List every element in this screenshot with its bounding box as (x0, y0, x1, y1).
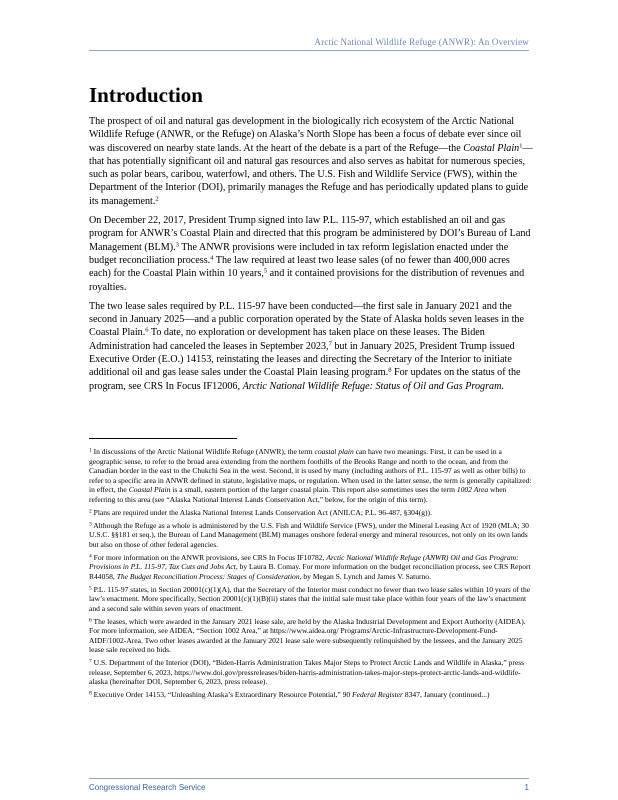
emphasis: Federal Register (352, 690, 403, 700)
emphasis: Arctic National Wildlife Refuge (ANWR) Oil and Gas Program: Provisions in P.L. 115-97, Tax Cuts and Jobs Act (89, 552, 519, 572)
text-run: Although the Refuge as a whole is administered by the U.S. Fish and Wildlife Service (FWS), under the Mineral Leasing Act of 1920 (MLA; 30 U.S.C. §§181 et seq.), the Bureau of Land Management (BLM) manages onshore federal energy and mineral resources, not only on its own lands but also on those of other federal agencies. (89, 520, 529, 549)
page-number: 1 (524, 783, 529, 792)
footnote-1 (89, 447, 534, 504)
footer-rule (89, 778, 529, 779)
footnote-4 (89, 553, 534, 582)
text-run: For more information on the ANWR provisions, see CRS In Focus IF10782, (91, 552, 327, 562)
text-run: U.S. Department of the Interior (DOI), “Biden-Harris Administration Takes Major Steps to Protect Arctic Lands and Wildlife in Alaska,” press release, September 6, 2023, https://www.doi.gov/pressreleases/biden-harris-administration-takes-major-steps-protect-arctic-lands-and-wildlife-alaska (hereinafter DOI, September 6, 2023, press release). (89, 658, 525, 687)
text-run: To date, no exploration or development has taken place on these leases. The Biden Administration had canceled the leases in September 2023, (89, 327, 485, 352)
footnote-number: 1 (89, 447, 92, 454)
emphasis-if12006-title: Arctic National Wildlife Refuge: Status of Oil and Gas Program (242, 380, 502, 392)
text-run: For updates on the status of the program, see CRS In Focus IF12006, (89, 367, 521, 392)
footnote-ref-4[interactable]: 4 (210, 254, 214, 262)
footnote-number: 3 (89, 521, 92, 528)
footnote-7 (89, 658, 534, 687)
text-run: —that has potentially significant oil and natural gas resources and also serves as habitat for numerous species, such as polar bears, caribou, waterfowl, and others. The U.S. Fish and Wildlife Service (FWS), within the Department of the Interior (DOI), primarily manages the Refuge and has periodically updated plans to guide its management. (89, 142, 533, 207)
text-run: but in January 2025, President Trump issued Executive Order (E.O.) 14153, reinstating the leases and directing the Secretary of the Interior to initiate additional oil and gas lease sales under the Coastal Plain leasing program. (89, 340, 515, 379)
text-run: and it contained provisions for the distribution of revenues and royalties. (89, 268, 525, 293)
paragraph-3 (89, 300, 534, 393)
header-rule (89, 50, 529, 51)
footnote-ref-1[interactable]: 1 (519, 142, 523, 150)
text-run: is a small, eastern portion of the larger coastal plain. This report also sometimes uses the term (170, 485, 457, 495)
footnote-number: 7 (89, 658, 92, 665)
paragraph-2 (89, 214, 534, 294)
text-run: when referring to this area (see “Alaska National Interest Lands Conservation Act,” below, for the origin of this term). (89, 485, 507, 504)
footnote-6 (89, 617, 534, 655)
text-run: . (501, 380, 504, 392)
footnote-ref-8[interactable]: 8 (388, 366, 392, 374)
running-header: Arctic National Wildlife Refuge (ANWR): An Overview (314, 37, 529, 47)
footnote-3 (89, 521, 534, 550)
footnotes (89, 447, 534, 703)
footnote-number: 8 (89, 690, 92, 697)
footnote-8 (89, 690, 534, 700)
footnote-ref-6[interactable]: 6 (145, 326, 149, 334)
emphasis-coastal-plain: Coastal Plain (463, 142, 520, 154)
text-run: The law required at least two lease sales (of no fewer than 400,000 acres each) for the Coastal Plain within 10 years, (89, 254, 510, 280)
footnote-ref-2[interactable]: 2 (155, 195, 159, 203)
footnote-number: 6 (89, 617, 92, 624)
text-run: On December 22, 2017, President Trump signed into law P.L. 115-97, which established an oil and gas program for ANWR’s Coastal Plain and directed that this program be administered by DOI’s Bureau of Land Management (BLM). (89, 215, 531, 253)
text-run: , by Laura B. Comay. For more information on the budget reconciliation process, see CRS Report R44058, (89, 562, 531, 581)
text-run: The two lease sales required by P.L. 115-97 have been conducted—the first sale in January 2021 and the second in January 2025—and a public corporation operated by the State of Alaska holds seven leases in the Coastal Plain. (89, 300, 524, 339)
text-run: The leases, which were awarded in the January 2021 lease sale, are held by the Alaska Industrial Development and Export Authority (AIDEA). For more information, see AIDEA, “Section 1002 Area,” at https://www.aidea.org/ Programs/Arctic-Infrastructure-Development-Fund-AIDF/1002-Area. Two other leases awarded at the January 2021 lease sale were subsequently relinquished by the lessees, and the January 2025 lease sale received no bids. (89, 616, 526, 655)
text-run: P.L. 115-97 states, in Section 20001(c)(1)(A), that the Secretary of the Interior must conduct no fewer than two lease sales within 10 years of the law’s enactment. More specifically, Section 20001(c)(1)(B)(ii) states that the initial sale must take place within four years of the law’s enactment and a second sale within seven years of enactment. (89, 584, 531, 613)
footnote-number: 4 (89, 553, 92, 560)
text-run: The ANWR provisions were included in tax reform legislation enacted under the budget reconciliation process. (89, 241, 509, 266)
emphasis: 1002 Area (456, 485, 489, 495)
text-run: Executive Order 14153, “Unleashing Alaska’s Extraordinary Resource Potential,” 90 (91, 690, 353, 700)
body-text (89, 115, 534, 399)
paragraph-1 (89, 115, 534, 208)
footnote-separator (89, 438, 237, 439)
footnote-number: 5 (89, 585, 92, 592)
footnote-5 (89, 585, 534, 614)
footnote-ref-3[interactable]: 3 (175, 241, 179, 249)
text-run: Plans are required under the Alaska National Interest Lands Conservation Act (ANILCA; P.L. 96-487, §304(g)). (91, 507, 432, 517)
emphasis: The Budget Reconciliation Process: Stages of Consideration (116, 571, 300, 581)
footnote-ref-5[interactable]: 5 (263, 267, 268, 275)
emphasis: Coastal Plain (128, 485, 171, 495)
text-run: can have two meanings. First, it can be used in a geographic sense, to refer to the broad area extending from the northern foothills of the Brooks Range and north to the ocean, and from the Canadian border in the east to the Chukchi Sea in the west. Second, it is used by many (including authors of P.L. 115-97 as well as other bills) to refer to a specific area in ANWR defined in statute, legislative maps, or regulation. When used in the latter sense, the term is generally capitalized: in effect, the (89, 447, 532, 495)
footer-publisher: Congressional Research Service (89, 783, 206, 792)
section-title: Introduction (89, 83, 203, 107)
text-run: , by Megan S. Lynch and James V. Saturno. (299, 571, 431, 581)
footnote-2 (89, 508, 534, 518)
emphasis: coastal plain (314, 447, 354, 456)
footnote-ref-7[interactable]: 7 (328, 340, 332, 348)
text-run: In discussions of the Arctic National Wildlife Refuge (ANWR), the term (91, 447, 315, 456)
text-run: The prospect of oil and natural gas development in the biologically rich ecosystem of the Arctic National Wildlife Refuge (ANWR, or the Refuge) on Alaska’s North Slope has been a focus of debate ever since oil was discovered on nearby state lands. At the heart of the debate is a part of the Refuge—the (89, 116, 522, 154)
footnote-number: 2 (89, 508, 92, 515)
text-run: 8347, January (continued...) (402, 690, 490, 700)
